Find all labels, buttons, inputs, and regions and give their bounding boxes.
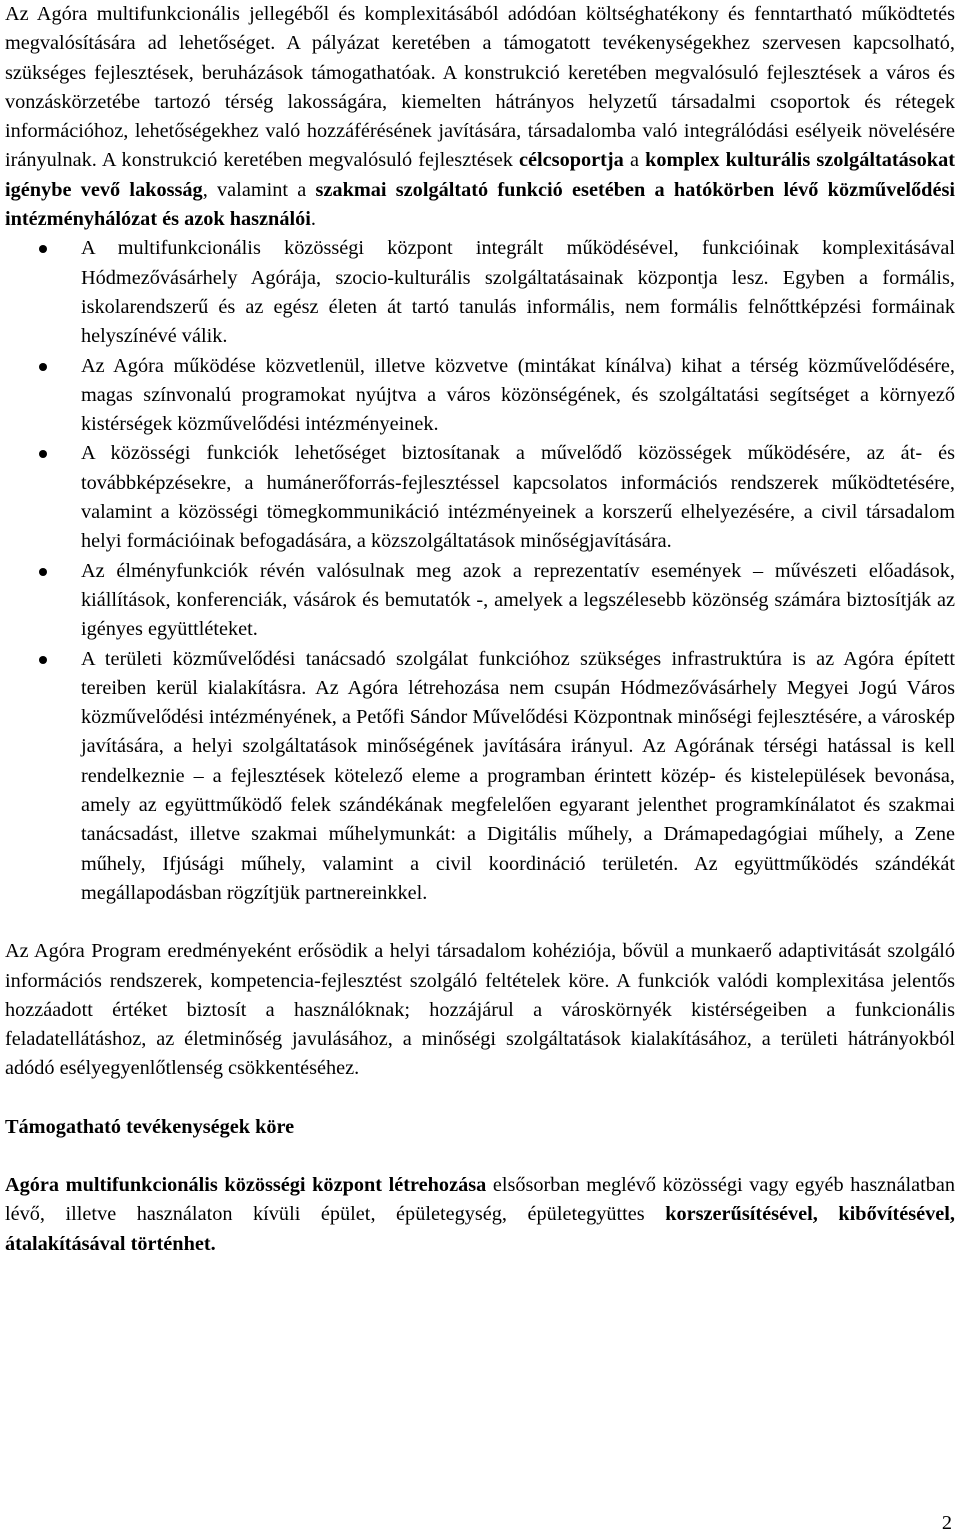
bullet-item	[5, 439, 955, 556]
intro-text-1: Az Agóra multifunkcionális jellegéből és komplexitásából adódóan költséghatékony és fenntartható működtetés megvalósítására ad lehetőséget. A pályázat keretében a támogatott tevékenységekhez szervesen kapcsolható, szükséges fejlesztések, beruházások támogathatóak.	[5, 3, 955, 84]
bullet-item	[5, 645, 955, 909]
agora-bold-title: Agóra multifunkcionális közösségi központ létrehozása	[5, 1173, 487, 1196]
bullet-item	[5, 234, 955, 351]
bullet-text: A közösségi funkciók lehetőséget biztosítanak a művelődő közösségek működésére, az át- és továbbképzésekre, a humánerőforrás-fejlesztéssel kapcsolatos információs rendszerek működtetésére, valamint a közösségi tömegkommunikáció intézményeinek a korszerű elhelyezésére, a civil társadalom helyi formációinak befogadására, a közszolgáltatások minőségjavítására.	[81, 442, 955, 553]
bullet-item	[5, 352, 955, 440]
bullet-text: A területi közművelődési tanácsadó szolgálat funkcióhoz szükséges infrastruktúra is az Agóra épített tereiben kerül kialakításra. Az Agóra létrehozása nem csupán Hódmezővásárhely Megyei Jogú Város közművelődési intézményének, a Petőfi Sándor Művelődési Központnak minőségi fejlesztésére, a városkép javítására, a helyi szolgáltatások minőségének javítására irányul. Az Agórának térségi hatással is kell rendelkeznie – a fejlesztések kötelező eleme a programban érintett közép- és kistelepülések bevonása, amely az együttműködő felek szándékának megfelelően egyarant jelenthet programkínálatot és szakmai tanácsadást, illetve szakmai műhelymunkát: a Digitális műhely, a Drámapedagógiai műhely, a Zene műhely, Ifjúsági műhely, valamint a civil koordináció területén. Az együttműködés szándékát megállapodásban rögzítjük partnereinkkel.	[81, 647, 955, 904]
results-paragraph: Az Agóra Program eredményeként erősödik a helyi társadalom kohéziója, bővül a munkaerő adaptivitását szolgáló információs rendszerek, kompetencia-fejlesztést szolgáló feltételek köre. A funkciók valódi komplexitása jelentős hozzáadott értéket biztosít a használóknak; hozzájárul a városkörnyék kistérségeiben a funkcionális feladatellátáshoz, az életminőség javulásához, a minőségi szolgáltatások kialakításához, a területi hátrányokból adódó esélyegyenlőtlenség csökkentéséhez.	[5, 940, 955, 1080]
page-number: 2	[941, 1512, 952, 1534]
bullet-text: Az élményfunkciók révén valósulnak meg azok a reprezentatív események – művészeti előadások, kiállítások, konferenciák, vásárok és bemutatók -, amelyek a legszélesebb közönség számára biztosítják az igényes együttléteket.	[81, 559, 955, 641]
intro-text-4: , valamint a	[202, 178, 316, 201]
bullet-dot-icon	[39, 245, 47, 253]
intro-bold-population: komplex kulturális szolgáltatásokat igénybe vevő lakosság	[5, 149, 955, 201]
intro-bold-target-group: célcsoportja	[519, 149, 624, 172]
bullet-dot-icon	[39, 656, 47, 664]
intro-bold-network: szakmai szolgáltató funkció esetében a hatókörben lévő közművelődési intézményhálózat és azok használói	[5, 178, 955, 231]
intro-text-3: a	[623, 149, 646, 172]
bullet-dot-icon	[39, 450, 47, 458]
agora-text: elsősorban meglévő közösségi vagy egyéb használatban lévő, illetve használaton kívüli épület, épületegység, épületegyüttes	[5, 1173, 955, 1226]
bullet-list	[5, 234, 955, 908]
section-heading: Támogatható tevékenységek köre	[5, 1115, 295, 1138]
bullet-dot-icon	[39, 363, 47, 371]
agora-bold-ending: korszerűsítésével, kibővítésével, átalakításával történhet.	[5, 1203, 955, 1255]
bullet-text: A multifunkcionális közösségi központ integrált működésével, funkcióinak komplexitásával Hódmezővásárhely Agórája, szocio-kulturális szolgáltatásainak központja lesz. Egyben a formális, iskolarendszerű és az egész életen át tartó tanulás informális, nem formális felnőttképzési formáinak helyszínévé válik.	[81, 237, 955, 348]
intro-text-2: A konstrukció keretében megvalósuló fejlesztések a város és vonzáskörzetébe tartozó térség lakosságára, kiemelten hátrányos helyzetű társadalmi csoportok és rétegek információhoz, lehetőségekhez való hozzáférésének javítására, társadalomba való integrálódási esélyeik növelésére irányulnak. A konstrukció keretében megvalósuló fejlesztések	[5, 61, 955, 172]
bullet-item	[5, 557, 955, 645]
document-page	[5, 0, 955, 1259]
agora-paragraph	[5, 1171, 955, 1259]
intro-paragraph	[5, 0, 955, 234]
bullet-text: Az Agóra működése közvetlenül, illetve közvetve (mintákat kínálva) kihat a térség közművelődésére, magas színvonalú programokat nyújtva a város közönségének, és szolgáltatási segítséget a környező kistérségek közművelődési intézményeinek.	[81, 354, 955, 436]
intro-text-5: .	[310, 208, 316, 231]
bullet-dot-icon	[39, 568, 47, 576]
